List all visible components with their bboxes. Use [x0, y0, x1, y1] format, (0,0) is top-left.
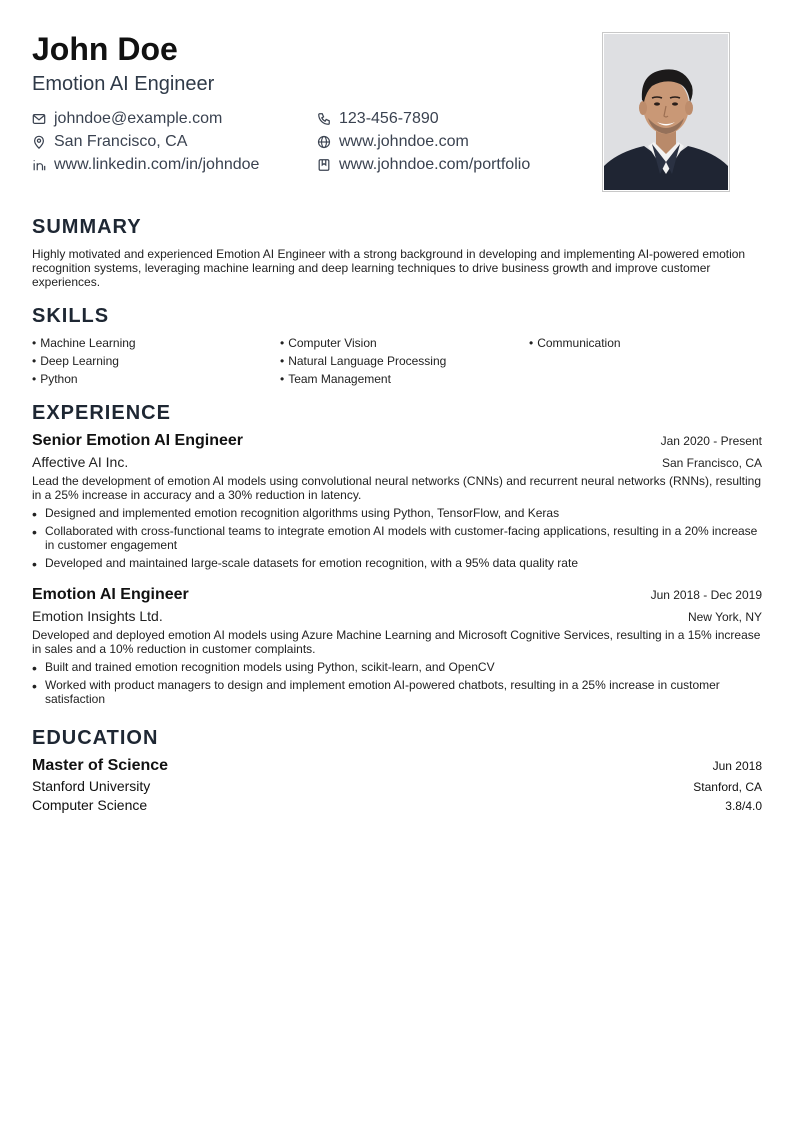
- phone-icon: [317, 112, 331, 126]
- job-title: Emotion AI Engineer: [32, 73, 215, 95]
- gpa: 3.8/4.0: [725, 799, 762, 813]
- position-dates: Jan 2020 - Present: [660, 434, 762, 448]
- position-description: Lead the development of emotion AI models using convolutional neural networks (CNNs) and recurrent neural networks (RNNs), resulting in a 25% increase in accuracy and a 30% reduction in latency.: [32, 474, 762, 502]
- portfolio-icon: [317, 158, 331, 172]
- achievement-list: [32, 660, 762, 706]
- company-location: New York, NY: [687, 610, 762, 624]
- skill-item: • Machine Learning: [32, 336, 280, 350]
- degree-name: Master of Science: [32, 757, 169, 774]
- achievement-item: • Designed and implemented emotion recognition algorithms using Python, TensorFlow, and Keras: [32, 506, 762, 520]
- phone-text: 123-456-7890: [339, 110, 439, 127]
- contact-location: [32, 132, 317, 152]
- location-icon: [32, 135, 46, 149]
- skill-item: • Deep Learning: [32, 354, 280, 368]
- skill-item: • Team Management: [280, 372, 529, 386]
- graduation-date: Jun 2018: [712, 759, 762, 773]
- position-description: Developed and deployed emotion AI models using Azure Machine Learning and Microsoft Cognitive Services, resulting in a 15% increase in sales and a 10% reduction in customer complaints.: [32, 628, 761, 656]
- skill-item: • Communication: [529, 336, 769, 350]
- portfolio-text: www.johndoe.com/portfolio: [339, 156, 531, 173]
- skill-item: • Computer Vision: [280, 336, 529, 350]
- education-heading: EDUCATION: [32, 727, 159, 749]
- contact-linkedin[interactable]: [32, 155, 317, 175]
- education-entry: [32, 757, 762, 816]
- contact-email[interactable]: [32, 109, 317, 129]
- company-name: Affective AI Inc.: [32, 454, 129, 470]
- email-text: johndoe@example.com: [54, 110, 223, 127]
- skills-heading: SKILLS: [32, 305, 110, 327]
- company-location: San Francisco, CA: [661, 456, 762, 470]
- skill-item: • Natural Language Processing: [280, 354, 529, 368]
- profile-photo: [602, 32, 730, 192]
- achievement-list: [32, 506, 762, 570]
- position-title: Emotion AI Engineer: [32, 586, 189, 603]
- globe-icon: [317, 135, 331, 149]
- position-dates: Jun 2018 - Dec 2019: [650, 588, 762, 602]
- company-name: Emotion Insights Ltd.: [32, 608, 163, 624]
- experience-entry: [32, 586, 762, 710]
- experience-entry: [32, 432, 762, 574]
- linkedin-icon: [32, 158, 46, 172]
- contact-website[interactable]: [317, 132, 572, 152]
- skills-list: [32, 336, 772, 386]
- achievement-item: • Collaborated with cross-functional teams to integrate emotion AI models with customer-facing applications, resulting in a 20% increase in customer engagement: [32, 524, 762, 552]
- skill-item: • Python: [32, 372, 280, 386]
- achievement-item: • Worked with product managers to design and implement emotion AI-powered chatbots, resulting in a 25% increase in customer satisfaction: [32, 678, 762, 706]
- position-title: Senior Emotion AI Engineer: [32, 432, 243, 449]
- field-of-study: Computer Science: [32, 797, 148, 813]
- achievement-item: • Developed and maintained large-scale datasets for emotion recognition, with a 95% data quality rate: [32, 556, 762, 570]
- summary-text: Highly motivated and experienced Emotion AI Engineer with a strong background in developing and implementing AI-powered emotion recognition systems, leveraging machine learning and deep learning techniques to drive business growth and improve customer experiences.: [32, 247, 746, 289]
- school-name: Stanford University: [32, 778, 151, 794]
- website-text: www.johndoe.com: [339, 133, 469, 150]
- summary-heading: SUMMARY: [32, 216, 142, 238]
- location-text: San Francisco, CA: [54, 133, 188, 150]
- experience-heading: EXPERIENCE: [32, 402, 171, 424]
- candidate-name: John Doe: [32, 31, 178, 67]
- contact-phone[interactable]: [317, 109, 572, 129]
- linkedin-text: www.linkedin.com/in/johndoe: [54, 156, 260, 173]
- achievement-item: • Built and trained emotion recognition models using Python, scikit-learn, and OpenCV: [32, 660, 762, 674]
- contact-portfolio[interactable]: [317, 155, 572, 175]
- profile-photo-image: [604, 34, 728, 190]
- mail-icon: [32, 112, 46, 126]
- contact-info: [32, 109, 572, 175]
- school-location: Stanford, CA: [693, 780, 762, 794]
